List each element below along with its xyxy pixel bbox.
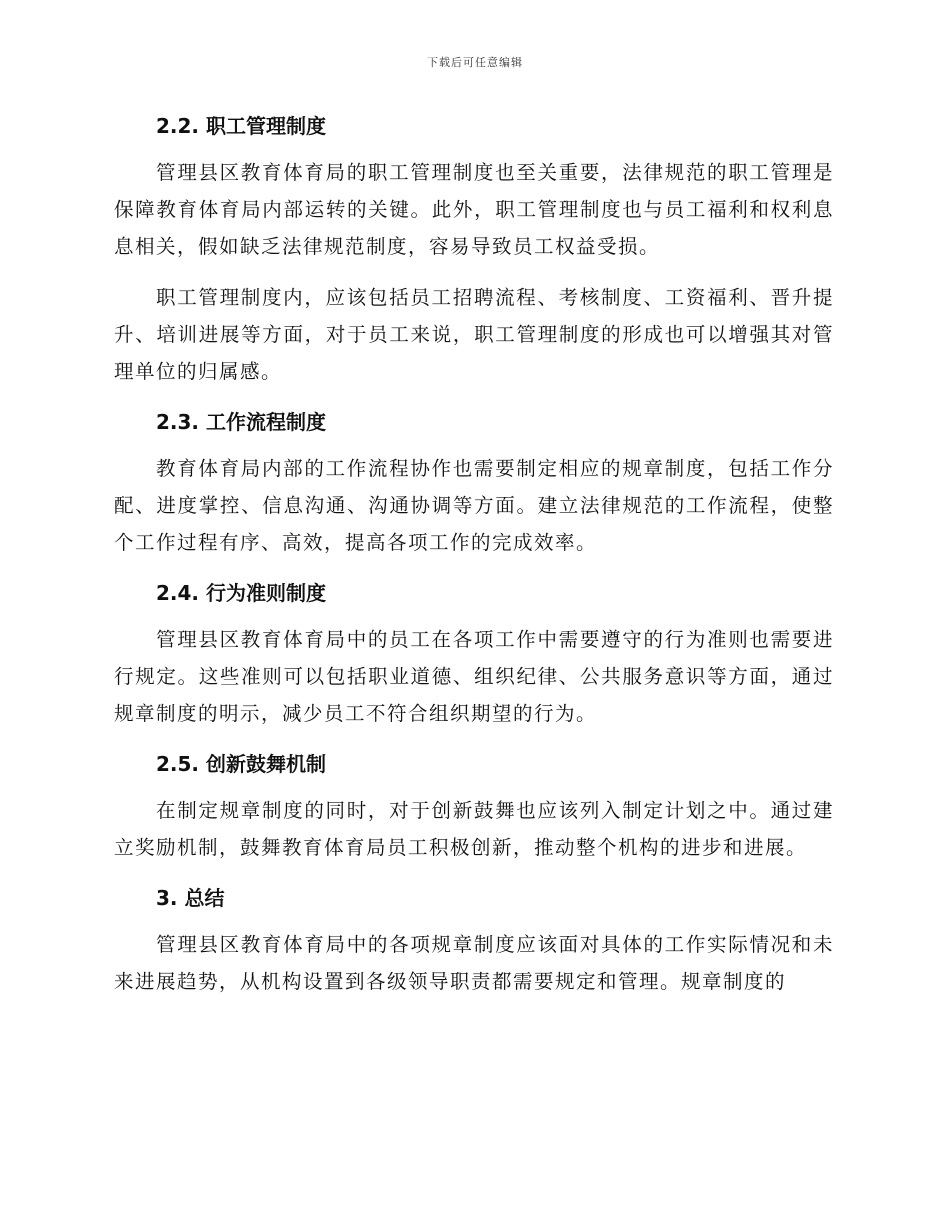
section-heading: 3. 总结	[156, 886, 225, 910]
document-body	[114, 108, 834, 1014]
section-heading: 2.4. 行为准则制度	[156, 581, 326, 605]
page-header: 下载后可任意编辑	[427, 56, 523, 69]
section-heading: 2.3. 工作流程制度	[156, 410, 326, 434]
paragraph: 管理县区教育体育局中的各项规章制度应该面对具体的工作实际情况和未来进展趋势，从机构设置到各级领导职责都需要规定和管理。规章制度的	[114, 933, 834, 993]
section-heading: 2.2. 职工管理制度	[156, 114, 326, 138]
paragraph: 职工管理制度内，应该包括员工招聘流程、考核制度、工资福利、晋升提升、培训进展等方面，对于员工来说，职工管理制度的形成也可以增强其对管理单位的归属感。	[114, 286, 834, 383]
paragraph: 教育体育局内部的工作流程协作也需要制定相应的规章制度，包括工作分配、进度掌控、信息沟通、沟通协调等方面。建立法律规范的工作流程，使整个工作过程有序、高效，提高各项工作的完成效率。	[114, 457, 834, 554]
paragraph: 管理县区教育体育局中的员工在各项工作中需要遵守的行为准则也需要进行规定。这些准则可以包括职业道德、组织纪律、公共服务意识等方面，通过规章制度的明示，减少员工不符合组织期望的行为。	[114, 628, 834, 725]
section-heading: 2.5. 创新鼓舞机制	[156, 752, 326, 776]
paragraph: 在制定规章制度的同时，对于创新鼓舞也应该列入制定计划之中。通过建立奖励机制，鼓舞教育体育局员工积极创新，推动整个机构的进步和进展。	[114, 799, 834, 859]
paragraph: 管理县区教育体育局的职工管理制度也至关重要，法律规范的职工管理是保障教育体育局内部运转的关键。此外，职工管理制度也与员工福利和权利息息相关，假如缺乏法律规范制度，容易导致员工权益受损。	[114, 161, 834, 258]
